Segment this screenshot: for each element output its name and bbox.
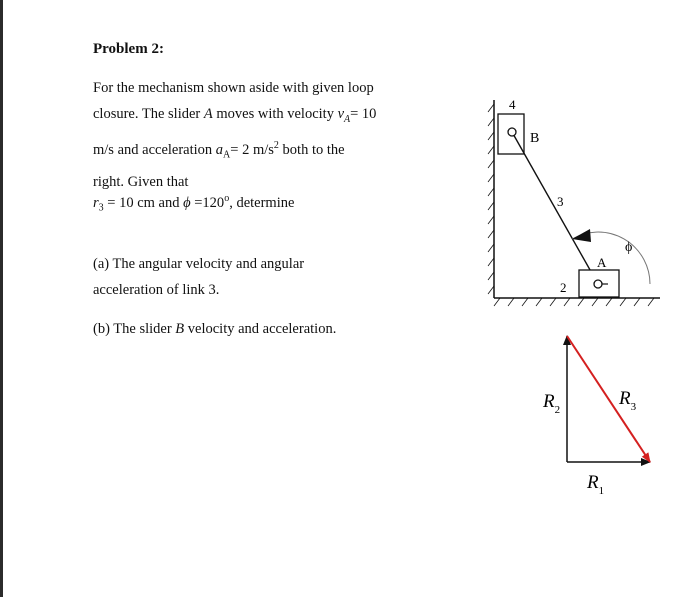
intro-line-4: right. Given that [93, 173, 189, 190]
intro-line-2: closure. The slider A moves with velocity $v_A= 10$ [93, 106, 377, 125]
part-b: (b) The slider B velocity and acceleration. [93, 321, 337, 337]
intro-line-3: m/s and acceleration $a_A= 2$ $m/s^2$ both to the [93, 139, 345, 161]
label-r2: $R_2$ [543, 391, 561, 416]
label-link-2: 2 [560, 280, 567, 295]
link-3 [512, 132, 598, 284]
phi-arrowhead [572, 229, 591, 242]
pin-a [594, 280, 602, 288]
label-link-4: 4 [509, 97, 516, 112]
label-r3: $R_3$ [619, 388, 637, 413]
label-slider-b: B [530, 131, 540, 146]
mechanism-diagram [488, 100, 660, 306]
part-a: (a) The angular velocity and angular acceleration of link 3. [93, 256, 305, 298]
label-r1: $R_1$ [587, 472, 605, 497]
given-values: $r_3 = 10$ cm and $\phi =120^o$, determine [93, 193, 295, 214]
label-slider-a: A [597, 255, 607, 270]
problem-title: Problem 2: [93, 41, 164, 57]
pin-b [508, 128, 516, 136]
vector-r3 [567, 336, 650, 462]
label-phi: ϕ [625, 240, 633, 255]
vertical-ground-hatch [488, 104, 494, 294]
vector-loop-diagram [567, 336, 650, 462]
horizontal-ground-hatch [494, 298, 654, 306]
intro-line-1: For the mechanism shown aside with given loop [93, 80, 374, 96]
label-link-3: 3 [557, 194, 564, 209]
